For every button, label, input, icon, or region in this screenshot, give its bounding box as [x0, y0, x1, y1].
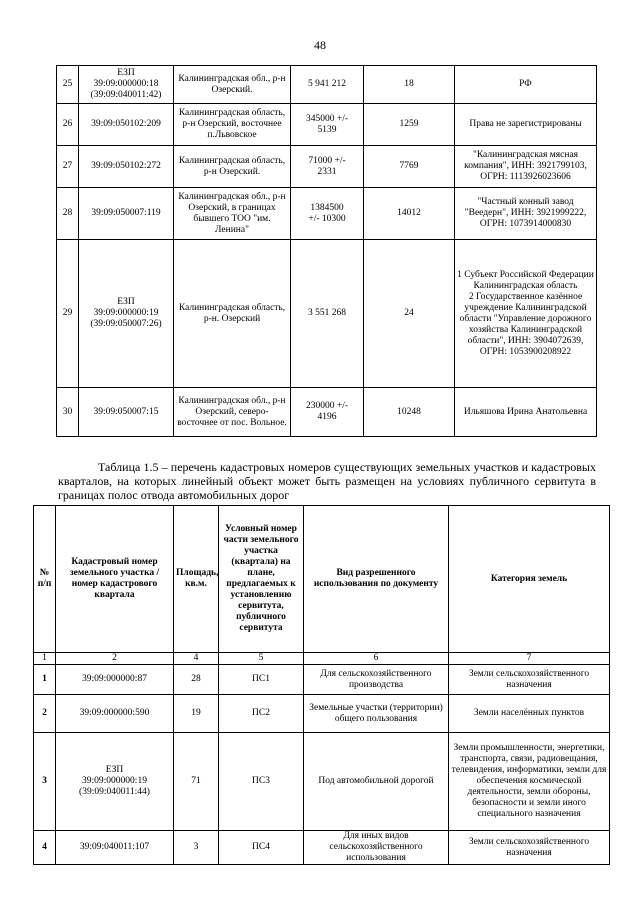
header-area: Площадь, кв.м. — [174, 506, 219, 653]
cell-code: 7769 — [364, 146, 455, 188]
table-row — [57, 388, 597, 437]
table-row — [57, 146, 597, 188]
cell-cad: 39:09:040011:107 — [56, 831, 174, 865]
cell-loc: Калининградская обл., р-н Озерский. — [174, 66, 291, 104]
cell-n: 30 — [57, 388, 79, 437]
cell-loc: Калининградская область, р-н. Озерский — [174, 240, 291, 388]
cell-cat: Земли промышленности, энергетики, транспорта, связи, радиовещания, телевидения, информатики, земли для обеспечения космической деятельности, земли обороны, безопасности и земли иного специального назначения — [449, 733, 610, 831]
cell-code: 18 — [364, 66, 455, 104]
column-number: 7 — [449, 653, 610, 665]
cell-area: 28 — [174, 665, 219, 695]
cell-area: 5 941 212 — [291, 66, 364, 104]
cell-n: 1 — [34, 665, 56, 695]
table-row — [57, 240, 597, 388]
cell-area: 71 — [174, 733, 219, 831]
table-row — [57, 188, 597, 240]
cell-cad: 39:09:050007:119 — [79, 188, 174, 240]
table-row — [57, 66, 597, 104]
cell-code: 1259 — [364, 104, 455, 146]
land-plots-table — [56, 65, 597, 437]
page-number: 48 — [314, 38, 326, 52]
cell-area: 71000 +/- 2331 — [291, 146, 364, 188]
cell-area: 1384500 +/- 10300 — [291, 188, 364, 240]
cell-owner: 1 Субъект Российской Федерации Калининградская область 2 Государственное казённое учреждение Калининградской области "Управление дорожного хозяйства Калининградской области", ИНН: 3904072639, ОГРН: 1053900208922 — [455, 240, 597, 388]
cell-cat: Земли сельскохозяйственного назначения — [449, 831, 610, 865]
cell-owner: "Частный конный завод "Веедерн", ИНН: 3921999222, ОГРН: 1073914000830 — [455, 188, 597, 240]
header-permitted-use: Вид разрешенного использования по документу — [304, 506, 449, 653]
cell-cad: ЕЗП 39:09:000000:19 (39:09:050007:26) — [79, 240, 174, 388]
cell-n: 4 — [34, 831, 56, 865]
cell-code: 10248 — [364, 388, 455, 437]
servitude-table — [33, 505, 610, 865]
cell-cad: 39:09:050007:15 — [79, 388, 174, 437]
header-land-category: Категория земель — [449, 506, 610, 653]
cell-area: 3 — [174, 831, 219, 865]
column-number: 6 — [304, 653, 449, 665]
cell-owner: РФ — [455, 66, 597, 104]
cell-use: Земельные участки (территории) общего пользования — [304, 695, 449, 733]
cell-cad: ЕЗП 39:09:000000:18 (39:09:040011:42) — [79, 66, 174, 104]
cell-code: 14012 — [364, 188, 455, 240]
header-number: № п/п — [34, 506, 56, 653]
cell-cad: ЕЗП 39:09:000000:19 (39:09:040011:44) — [56, 733, 174, 831]
cell-n: 3 — [34, 733, 56, 831]
cell-n: 29 — [57, 240, 79, 388]
cell-area: 19 — [174, 695, 219, 733]
column-number: 1 — [34, 653, 56, 665]
cell-loc: Калининградская область, р-н Озерский. — [174, 146, 291, 188]
table-caption — [58, 460, 596, 502]
cell-use: Для иных видов сельскохозяйственного использования — [304, 831, 449, 865]
cell-cad: 39:09:000000:87 — [56, 665, 174, 695]
cell-n: 26 — [57, 104, 79, 146]
column-number: 5 — [219, 653, 304, 665]
header-conditional-number: Условный номер части земельного участка (квартала) на плане, предлагаемых к установлению сервитута, публичного сервитута — [219, 506, 304, 653]
table-row — [34, 695, 610, 733]
cell-n: 27 — [57, 146, 79, 188]
cell-use: Под автомобильной дорогой — [304, 733, 449, 831]
column-number: 2 — [56, 653, 174, 665]
cell-owner: Ильяшова Ирина Анатольевна — [455, 388, 597, 437]
header-cadastral: Кадастровый номер земельного участка /номер кадастрового квартала — [56, 506, 174, 653]
cell-cond: ПС3 — [219, 733, 304, 831]
caption-text: Таблица 1.5 – перечень кадастровых номеров существующих земельных участков и кадастровых кварталов, на которых линейный объект может быть размещен на условиях публичного сервитута в границах полос отвода автомобильных дорог — [58, 460, 596, 502]
table-row — [57, 104, 597, 146]
table-row — [34, 733, 610, 831]
cell-cat: Земли населённых пунктов — [449, 695, 610, 733]
cell-loc: Калининградская обл., р-н Озерский, в границах бывшего ТОО "им. Ленина" — [174, 188, 291, 240]
cell-owner: "Калининградская мясная компания", ИНН: 3921799103, ОГРН: 1113926023606 — [455, 146, 597, 188]
cell-cad: 39:09:050102:272 — [79, 146, 174, 188]
table-row — [34, 831, 610, 865]
cell-code: 24 — [364, 240, 455, 388]
cell-cat: Земли сельскохозяйственного назначения — [449, 665, 610, 695]
cell-area: 230000 +/- 4196 — [291, 388, 364, 437]
cell-loc: Калининградская обл., р-н Озерский, северо-восточнее от пос. Вольное. — [174, 388, 291, 437]
cell-loc: Калининградская область, р-н Озерский, восточнее п.Львовское — [174, 104, 291, 146]
cell-n: 25 — [57, 66, 79, 104]
cell-use: Для сельскохозяйственного производства — [304, 665, 449, 695]
cell-cond: ПС4 — [219, 831, 304, 865]
cell-cond: ПС2 — [219, 695, 304, 733]
cell-cad: 39:09:000000:590 — [56, 695, 174, 733]
cell-area: 345000 +/- 5139 — [291, 104, 364, 146]
column-number: 4 — [174, 653, 219, 665]
cell-area: 3 551 268 — [291, 240, 364, 388]
table-row — [34, 665, 610, 695]
cell-owner: Права не зарегистрированы — [455, 104, 597, 146]
cell-n: 28 — [57, 188, 79, 240]
cell-n: 2 — [34, 695, 56, 733]
cell-cad: 39:09:050102:209 — [79, 104, 174, 146]
cell-cond: ПС1 — [219, 665, 304, 695]
